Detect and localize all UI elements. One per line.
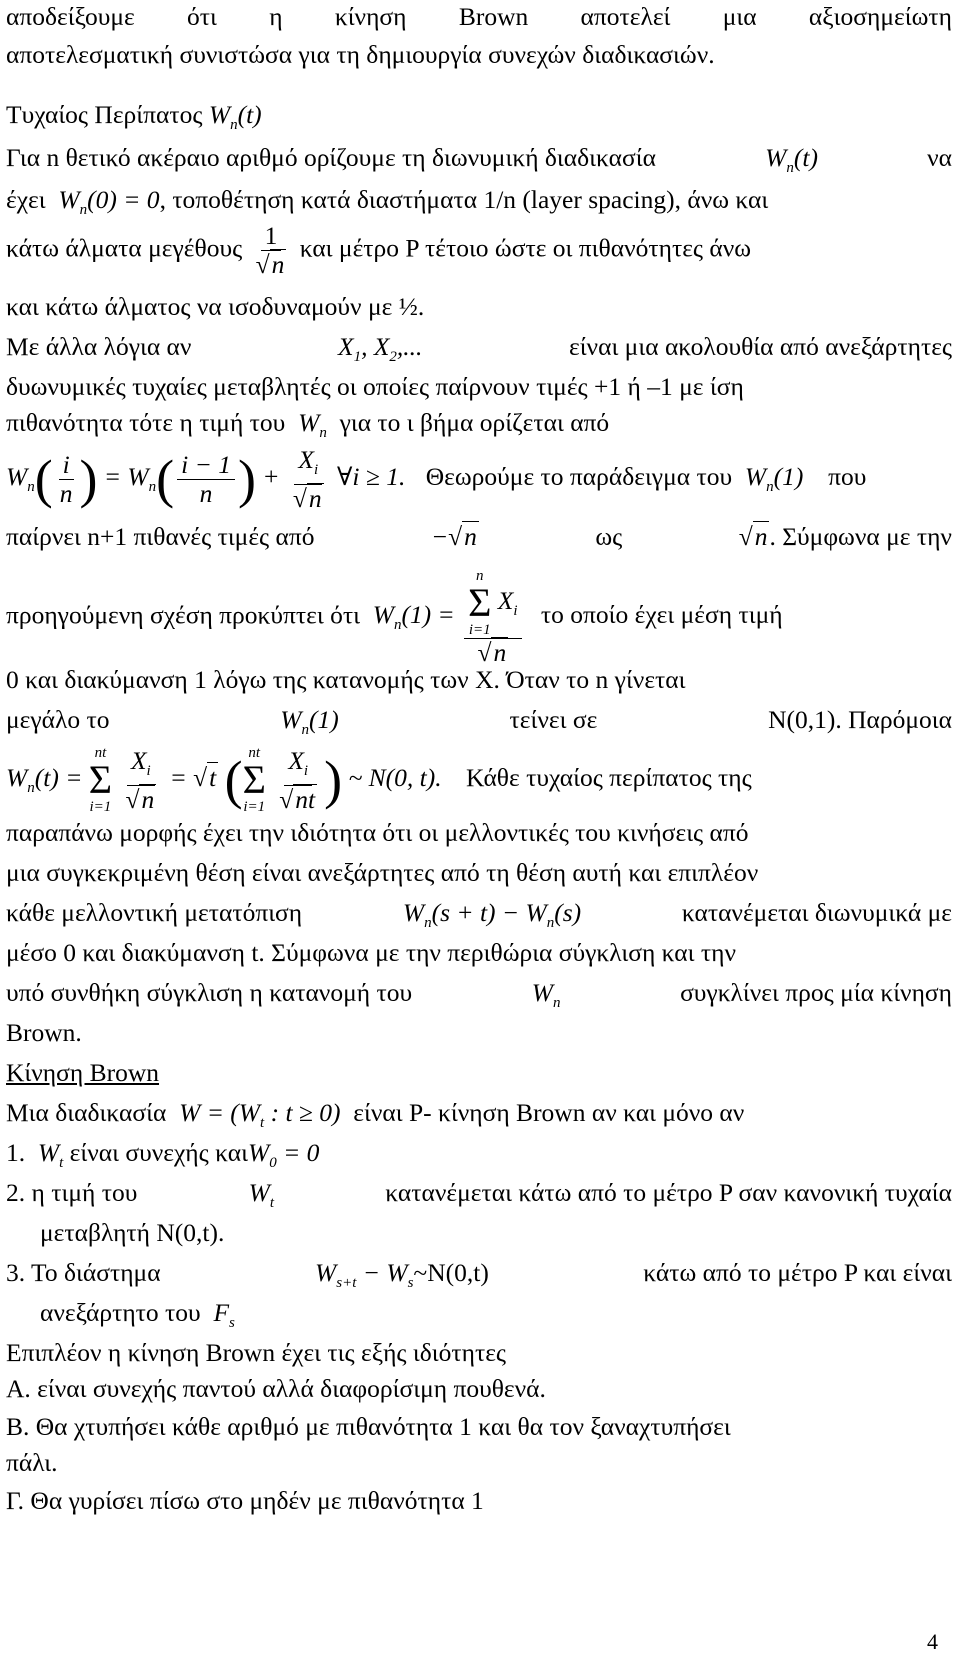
text: Με άλλα λόγια αν: [6, 332, 192, 361]
formula-Wt: $W_t$: [31, 1138, 64, 1171]
text-line-24: [6, 1098, 952, 1138]
text-line-6: [6, 222, 952, 279]
text-line-18: μια συγκεκριμένη θέση είναι ανεξάρτητες από τη θέση αυτή και επιπλέον: [6, 858, 759, 887]
word: κίνηση: [334, 2, 407, 31]
text-line-12: [6, 522, 952, 552]
text: ~N(0,t): [413, 1258, 489, 1287]
formula-Wn: $W_n$: [291, 408, 327, 441]
text: για το ι βήμα ορίζεται από: [339, 408, 610, 437]
text-line-17: παραπάνω μορφής έχει την ιδιότητα ότι οι μελλοντικές του κινήσεις από: [6, 818, 749, 847]
text-line-4: [6, 143, 952, 183]
condition-2: [6, 1178, 952, 1218]
formula-Wn-1: $W_n(1)$: [280, 705, 339, 738]
text: κατανέμεται κάτω από το μέτρο P σαν κανονική τυχαία: [385, 1178, 952, 1207]
formula-Wt: $W_t$: [248, 1178, 275, 1211]
text: και μέτρο P τέτοιο ώστε οι πιθανότητες άνω: [299, 233, 752, 263]
text: είναι P- κίνηση Brown αν και μόνο αν: [353, 1098, 745, 1127]
text-line-20: μέσο 0 και διακύμανση t. Σύμφωνα με την περιθώρια σύγκλιση και την: [6, 938, 736, 967]
text-line-11: [6, 446, 952, 513]
section-heading-random-walk: [6, 100, 952, 140]
formula-one-over-sqrt-n: 1 √ n: [252, 222, 291, 279]
text-line-16: [6, 745, 952, 815]
formula-Wn: $W_n$: [531, 978, 561, 1011]
text-line-8: [6, 332, 952, 372]
formula-sqrt-n: √ n: [739, 522, 770, 551]
formula-W-process: $W = (W_t$ : t ≥ 0): [172, 1098, 347, 1131]
formula-sqrt-n-group: [739, 522, 952, 552]
text-line-9: δυωνυμικές τυχαίες μεταβλητές οι οποίες παίρνουν τιμές +1 ή –1 με ίση: [6, 372, 744, 401]
text: Κάθε τυχαίος περίπατος της: [465, 762, 752, 792]
text: . Σύμφωνα με την: [769, 522, 952, 551]
text-line-2: αποτελεσματική συνιστώσα για τη δημιουργία συνεχών διαδικασιών.: [6, 40, 715, 69]
heading-text: Κίνηση Brown: [6, 1058, 160, 1087]
word: αξιοσημείωτη: [808, 2, 952, 31]
formula-Fs: $F_s$: [207, 1298, 235, 1331]
formula-increment: $W_n(s + t) - W_n(s)$: [402, 898, 582, 931]
text: κάθε μελλοντική μετατόπιση: [6, 898, 303, 927]
word: ότι: [187, 2, 217, 31]
text: κάτω από το μέτρο P και είναι: [643, 1258, 952, 1287]
page-number: 4: [927, 1629, 938, 1654]
text: κατανέμεται διωνυμικά με: [681, 898, 952, 927]
word: Brown: [458, 2, 529, 31]
property-c: Γ. Θα γυρίσει πίσω στο μηδέν με πιθανότητα 1: [6, 1486, 484, 1515]
text-line-22: Brown.: [6, 1018, 82, 1047]
word: η: [269, 2, 283, 31]
formula-Wn-t-sum: $W_n(t)$ = nt Σ i=1 $X_i$ √ n = √ t ( nt Σ i=1 $X_i$ √ nt ) ~ N(0, t).: [6, 763, 448, 792]
text: μεγάλο το: [6, 705, 110, 734]
text: παίρνει n+1 πιθανές τιμές από: [6, 522, 315, 551]
text: Για n θετικό ακέραιο αριθμό ορίζουμε τη διωνυμική διαδικασία: [6, 143, 656, 172]
text: 2. η τιμή του: [6, 1178, 138, 1207]
property-b-cont: πάλι.: [6, 1448, 58, 1477]
property-b: Β. Θα χτυπήσει κάθε αριθμό με πιθανότητα 1 και θα τον ξαναχτυπήσει: [6, 1412, 731, 1441]
text: 1.: [6, 1138, 26, 1167]
condition-3: [6, 1258, 952, 1298]
text: κάτω άλματα μεγέθους: [6, 233, 243, 263]
formula-Wn-t: $W_n(t)$: [208, 100, 262, 133]
text: που: [828, 462, 867, 492]
word: αποτελεί: [580, 2, 671, 31]
text-line-21: [6, 978, 952, 1018]
text: ανεξάρτητο του: [40, 1298, 201, 1327]
formula-Wn-1: $W_n(1)$: [738, 462, 810, 496]
text-line-10: [6, 408, 952, 448]
condition-2-cont: μεταβλητή N(0,t).: [40, 1218, 225, 1247]
text: Μια διαδικασία: [6, 1098, 167, 1127]
text: τείνει σε: [509, 705, 598, 734]
text: ως: [595, 522, 623, 551]
text: υπό συνθήκη σύγκλιση η κατανομή του: [6, 978, 413, 1007]
text-line-15: [6, 705, 952, 745]
text-line-1: [6, 2, 952, 32]
text-line-5: [6, 185, 952, 225]
text: προηγούμενη σχέση προκύπτει ότι: [6, 600, 360, 630]
text: 3. Το διάστημα: [6, 1258, 161, 1287]
text: είναι συνεχής και: [69, 1138, 248, 1167]
text: N(0,1). Παρόμοια: [768, 705, 952, 734]
text: συγκλίνει προς μία κίνηση: [680, 978, 952, 1007]
text-line-19: [6, 898, 952, 938]
formula-recursion: $W_n$( $\frac{i}{n}$ ) = $W_n$( $\frac{i - 1}{n}$ ) + $X_i$ √ n ∀i ≥ 1.: [6, 462, 405, 491]
property-a: Α. είναι συνεχής παντού αλλά διαφορίσιμη πουθενά.: [6, 1374, 546, 1403]
word: αποδείξουμε: [6, 2, 135, 31]
section-heading-brownian: [6, 1058, 952, 1088]
text: το οποίο έχει μέση τιμή: [540, 600, 783, 630]
text-line-13: [6, 568, 952, 667]
formula-Wn-t: $W_n(t)$: [765, 143, 818, 176]
text: πιθανότητα τότε η τιμή του: [6, 408, 286, 437]
text: να: [927, 143, 952, 172]
text-line-7: και κάτω άλματος να ισοδυναμούν με ½.: [6, 292, 425, 321]
formula-Wn-0: $W_n(0) = 0$: [51, 185, 160, 218]
text-line-14: 0 και διακύμανση 1 λόγω της κατανομής των X. Όταν το n γίνεται: [6, 665, 686, 694]
text: είναι μια ακολουθία από ανεξάρτητες: [568, 332, 952, 361]
text: Θεωρούμε το παράδειγμα του: [425, 462, 733, 492]
condition-3-cont: [40, 1298, 952, 1338]
formula-W0: $W_0 = 0$: [247, 1138, 320, 1171]
formula-minus-sqrt-n: −√ n: [431, 522, 479, 552]
formula-Ws-plus-t-minus-Ws: $W_{s+t}$ − $W_s\sim N(0,t)$: [314, 1258, 489, 1291]
text: , τοποθέτηση κατά διαστήματα 1/n (layer spacing), άνω και: [159, 185, 769, 214]
formula-Wn1-sum: $W_n(1)$ = n Σ i=1 $X_i$ √ n: [366, 600, 531, 629]
heading-text: Τυχαίος Περίπατος: [6, 100, 203, 129]
text-line-30: Επιπλέον η κίνηση Brown έχει τις εξής ιδιότητες: [6, 1338, 507, 1367]
condition-1: [6, 1138, 952, 1178]
text: έχει: [6, 185, 46, 214]
formula-X-sequence: $X_1$, $X_2$,...: [338, 332, 423, 365]
word: μια: [722, 2, 757, 31]
